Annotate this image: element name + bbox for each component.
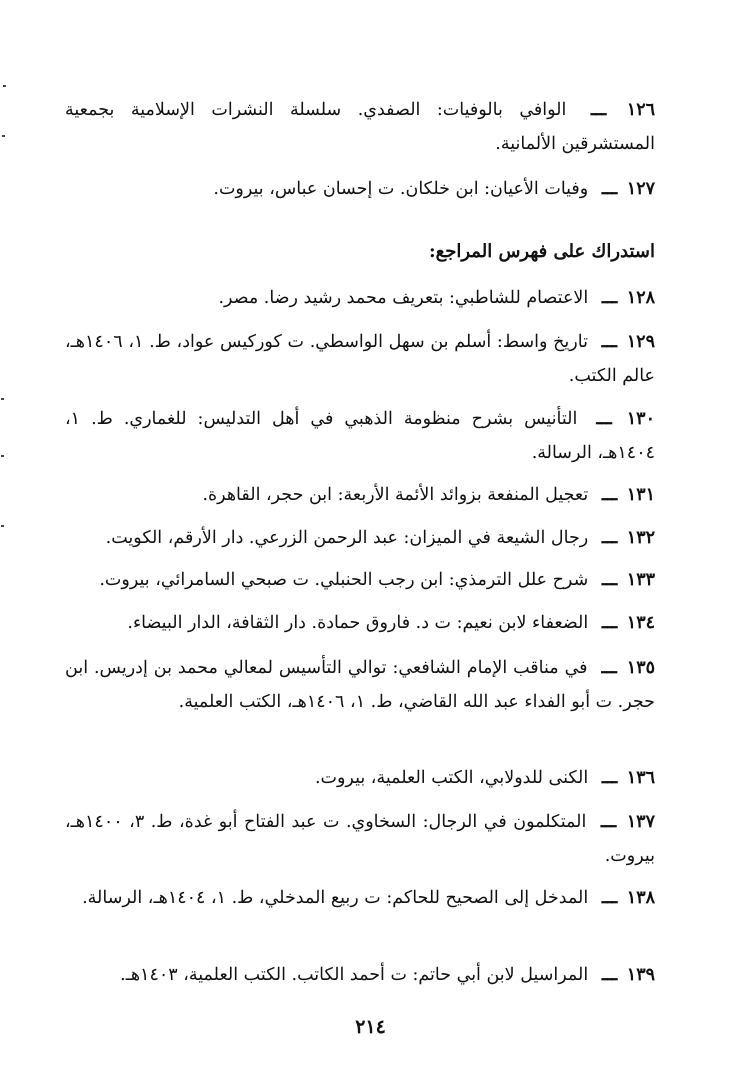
entry-dash: ـــ <box>601 528 618 548</box>
reference-entry-136 <box>65 761 655 795</box>
reference-entry-133 <box>65 563 655 597</box>
entry-dash: ـــ <box>601 179 618 199</box>
entry-text: الضعفاء لابن نعيم: ت د. فاروق حمادة. دار الثقافة، الدار البيضاء. <box>127 613 589 633</box>
scan-speck <box>1 525 4 527</box>
entry-text: رجال الشيعة في الميزان: عبد الرحمن الزرعي. دار الأرقم، الكويت. <box>105 528 589 548</box>
entry-text: شرح علل الترمذي: ابن رجب الحنبلي. ت صبحي السامرائي، بيروت. <box>99 570 589 590</box>
scan-speck <box>3 85 6 87</box>
entry-dash: ـــ <box>596 409 612 429</box>
reference-entry-137 <box>65 805 655 873</box>
scan-speck <box>1 455 4 457</box>
reference-entry-139 <box>65 958 655 992</box>
entry-text: المدخل إلى الصحيح للحاكم: ت ربيع المدخلي، ط. ١، ١٤٠٤هـ، الرسالة. <box>82 888 589 908</box>
entry-number: ١٣٧ <box>626 812 655 832</box>
entry-number: ١٢٩ <box>626 332 655 352</box>
reference-entry-138 <box>65 881 655 915</box>
reference-entry-132 <box>65 521 655 555</box>
entry-dash: ـــ <box>601 768 618 788</box>
reference-entry-128 <box>65 281 655 315</box>
entry-number: ١٣٣ <box>626 570 655 590</box>
entry-dash: ـــ <box>601 288 618 308</box>
reference-entry-129 <box>65 325 655 393</box>
entry-text: المتكلمون في الرجال: السخاوي. ت عبد الفتاح أبو غدة، ط. ٣، ١٤٠٠هـ، بيروت. <box>65 812 655 866</box>
entry-number: ١٢٦ <box>626 100 655 120</box>
entry-text: تاريخ واسط: أسلم بن سهل الواسطي. ت كوركيس عواد، ط. ١، ١٤٠٦هـ، عالم الكتب. <box>65 332 655 386</box>
entry-text: الاعتصام للشاطبي: بتعريف محمد رشيد رضا. مصر. <box>218 288 589 308</box>
scan-speck <box>2 135 5 137</box>
entry-dash: ـــ <box>601 570 618 590</box>
reference-entry-130 <box>65 402 655 470</box>
entry-text: في مناقب الإمام الشافعي: توالي التأسيس لمعالي محمد بن إدريس. ابن حجر. ت أبو الفداء عبد الله القاضي، ط. ١، ١٤٠٦هـ، الكتب العلمية. <box>65 658 655 712</box>
reference-entry-127 <box>65 172 655 206</box>
entry-text: التأنيس بشرح منظومة الذهبي في أهل التدليس: للغماري. ط. ١، ١٤٠٤هـ، الرسالة. <box>65 409 655 463</box>
entry-number: ١٣٢ <box>626 528 655 548</box>
entry-number: ١٢٨ <box>626 288 655 308</box>
entry-dash: ـــ <box>601 613 618 633</box>
entry-dash: ـــ <box>601 965 618 985</box>
entry-number: ١٣٦ <box>626 768 655 788</box>
entry-dash: ـــ <box>601 485 618 505</box>
entry-number: ١٢٧ <box>626 179 655 199</box>
entry-dash: ـــ <box>590 100 607 120</box>
entry-dash: ـــ <box>601 332 618 352</box>
addendum-heading: استدراك على فهرس المراجع: <box>429 241 655 262</box>
entry-number: ١٣٩ <box>626 965 655 985</box>
reference-entry-126 <box>65 93 655 161</box>
entry-number: ١٣١ <box>626 485 655 505</box>
reference-entry-135 <box>65 651 655 719</box>
entry-dash: ـــ <box>600 812 617 832</box>
entry-number: ١٣٨ <box>626 888 655 908</box>
entry-text: المراسيل لابن أبي حاتم: ت أحمد الكاتب. الكتب العلمية، ١٤٠٣هـ. <box>120 965 589 985</box>
entry-text: الوافي بالوفيات: الصفدي. سلسلة النشرات الإسلامية بجمعية المستشرقين الألمانية. <box>65 100 655 154</box>
reference-entry-131 <box>65 478 655 512</box>
entry-text: الكنى للدولابي، الكتب العلمية، بيروت. <box>314 768 589 788</box>
entry-text: تعجيل المنفعة بزوائد الأئمة الأربعة: ابن حجر، القاهرة. <box>202 485 589 505</box>
entry-number: ١٣٥ <box>626 658 655 678</box>
entry-text: وفيات الأعيان: ابن خلكان. ت إحسان عباس، بيروت. <box>213 179 589 199</box>
reference-entry-134 <box>65 606 655 640</box>
entry-dash: ـــ <box>601 658 617 678</box>
page-number: ٢١٤ <box>355 1016 386 1038</box>
entry-dash: ـــ <box>601 888 618 908</box>
entry-number: ١٣٠ <box>626 409 655 429</box>
scan-speck <box>1 398 4 400</box>
entry-number: ١٣٤ <box>626 613 655 633</box>
